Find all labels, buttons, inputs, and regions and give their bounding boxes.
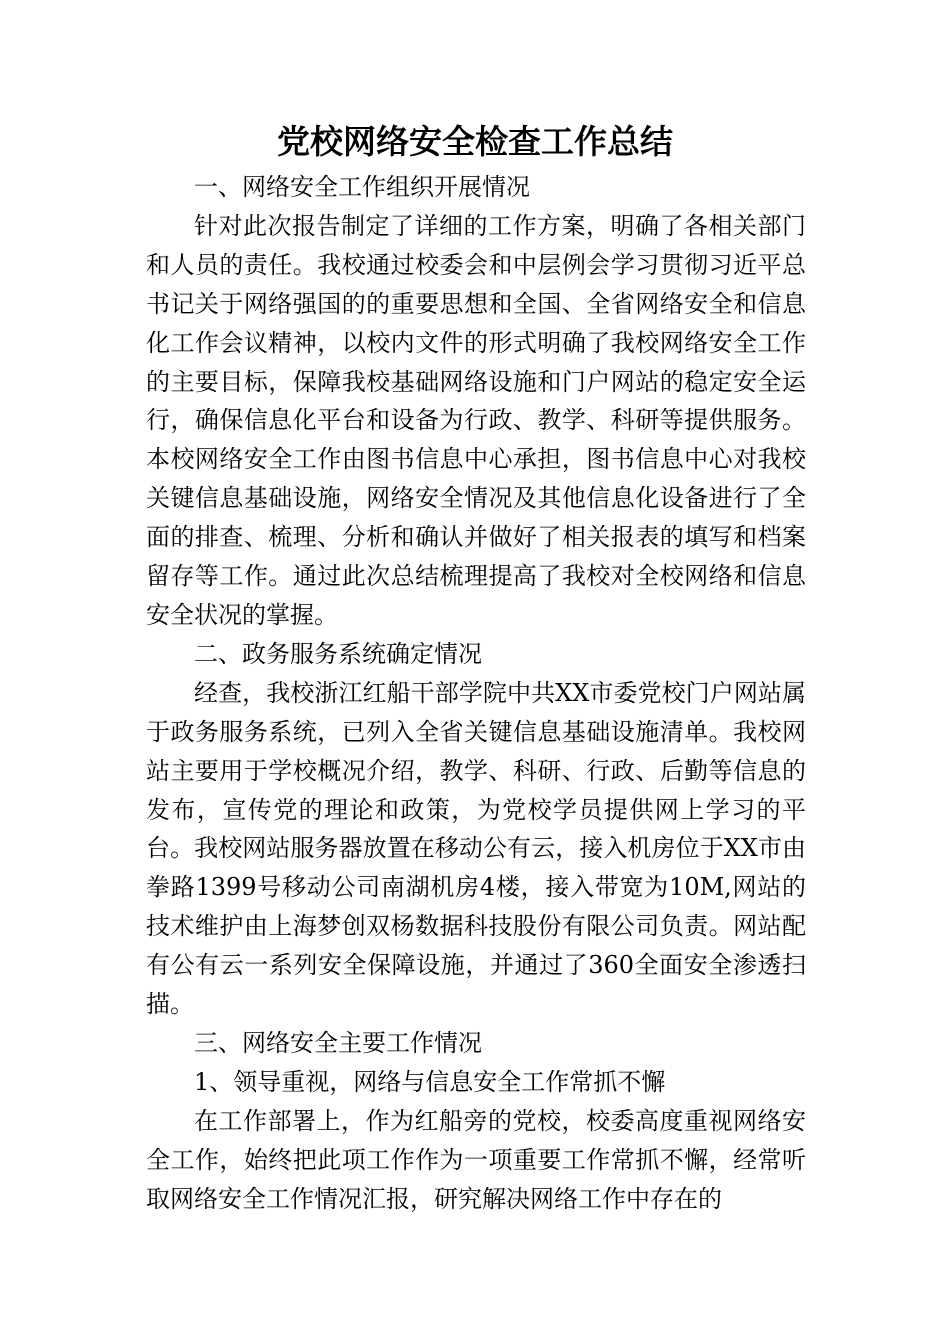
document-body	[146, 168, 806, 1218]
section-heading-1: 一、网络安全工作组织开展情况	[194, 173, 530, 201]
section-heading-3: 三、网络安全主要工作情况	[194, 1028, 482, 1057]
document-title: 党校网络安全检查工作总结	[277, 122, 673, 161]
subsection-heading-1: 1、领导重视，网络与信息安全工作常抓不懈	[194, 1067, 666, 1096]
paragraph: 针对此次报告制定了详细的工作方案，明确了各相关部门和人员的责任。我校通过校委会和中层例会学习贯彻习近平总书记关于网络强国的的重要思想和全国、全省网络安全和信息化工作会议精神，以校内文件的形式明确了我校网络安全工作的主要目标，保障我校基础网络设施和门户网站的稳定安全运行，确保信息化平台和设备为行政、教学、科研等提供服务。本校网络安全工作由图书信息中心承担，图书信息中心对我校关键信息基础设施，网络安全情况及其他信息化设备进行了全面的排查、梳理、分析和确认并做好了相关报表的填写和档案留存等工作。通过此次总结梳理提高了我校对全校网络和信息安全状况的掌握。	[146, 211, 806, 629]
paragraph: 经查，我校浙江红船干部学院中共XX市委党校门户网站属于政务服务系统，已列入全省关键信息基础设施清单。我校网站主要用于学校概况介绍，教学、科研、行政、后勤等信息的发布，宣传党的理论和政策，为党校学员提供网上学习的平台。我校网站服务器放置在移动公有云，接入机房位于XX市由拳路1399号移动公司南湖机房4楼，接入带宽为10M,网站的技术维护由上海梦创双杨数据科技股份有限公司负责。网站配有公有云一系列安全保障设施，并通过了360全面安全渗透扫描。	[146, 678, 806, 1019]
section-heading-2: 二、政务服务系统确定情况	[194, 639, 482, 668]
paragraph: 在工作部署上，作为红船旁的党校，校委高度重视网络安全工作，始终把此项工作作为一项重要工作常抓不懈，经常听取网络安全工作情况汇报，研究解决网络工作中存在的	[146, 1106, 806, 1213]
